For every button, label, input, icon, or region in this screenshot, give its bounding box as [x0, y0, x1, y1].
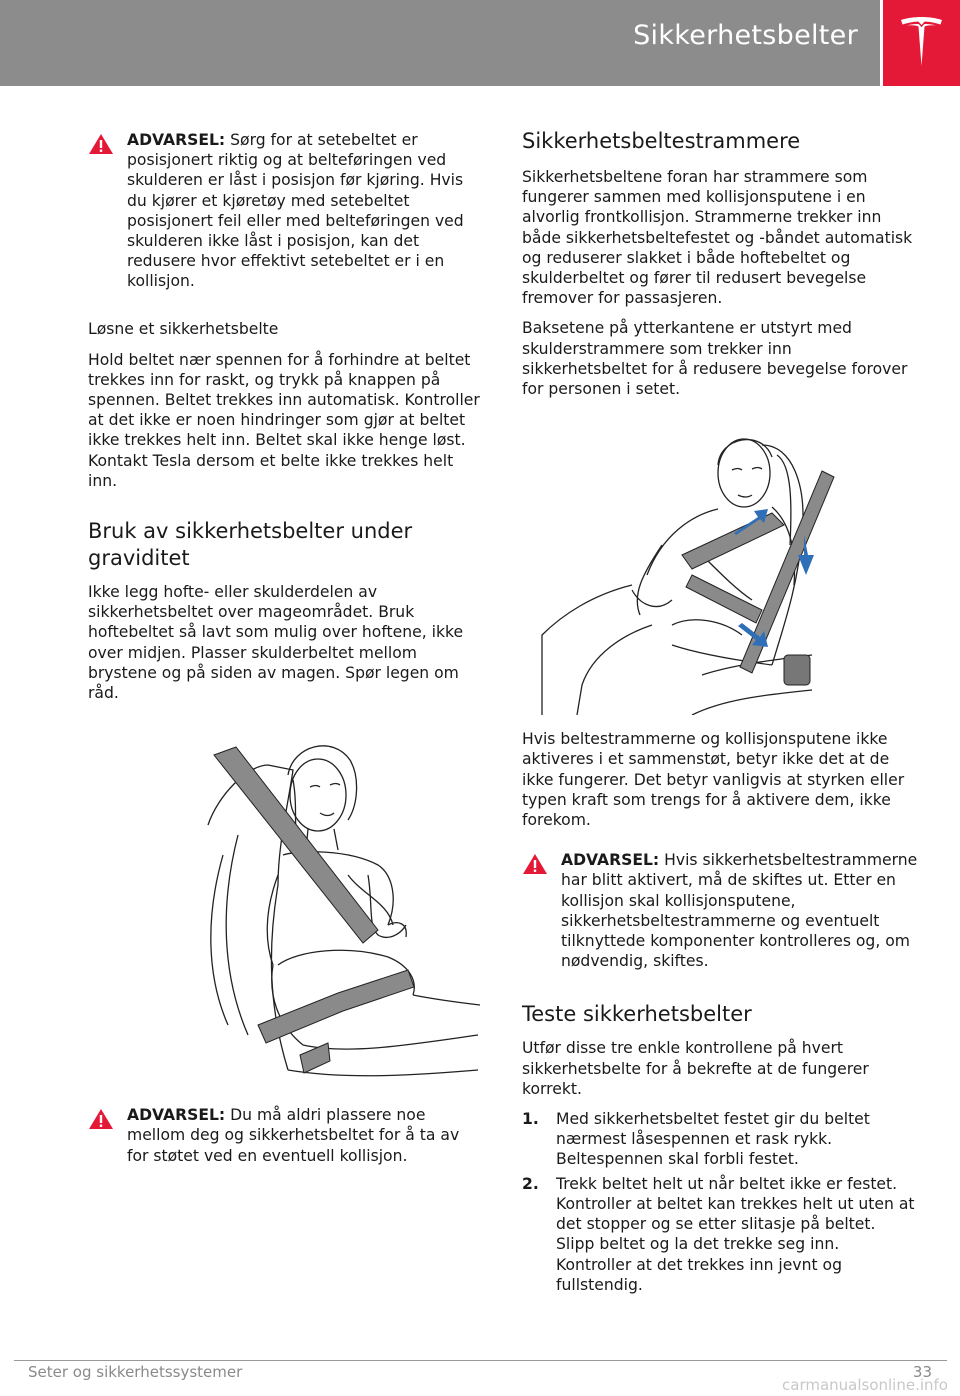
pretensioner-text-3: Hvis beltestrammerne og kollisjonsputene ikke aktiveres i et sammenstøt, betyr ikke det at de ikke fungerer. Det betyr vanligvis at styrken eller typen kraft som trengs for å aktivere dem, ikke forekom.	[522, 730, 905, 830]
warning-label: ADVARSEL:	[127, 1106, 226, 1125]
warning-triangle-icon	[522, 853, 548, 875]
pregnancy-seatbelt-illustration	[88, 725, 480, 1093]
warning-text: Hvis sikkerhetsbeltestrammerne har blitt aktivert, må de skiftes ut. Etter en kollisjon skal kollisjonsputene, sikkerhetsbeltestrammerne og eventuelt tilknyttede komponenter kontrolleres og, om nødvendig, skiftes.	[561, 851, 918, 971]
warning-label: ADVARSEL:	[127, 131, 226, 149]
pretensioner-text-2: Baksetene på ytterkantene er utstyrt med skulderstrammere som trekker inn sikkerhetsbeltet for å redusere bevegelse forover for personen i setet.	[522, 319, 908, 399]
pretensioner-heading: Sikkerhetsbeltestrammere	[522, 129, 801, 153]
tesla-logo	[883, 0, 960, 86]
pretensioner-text-1: Sikkerhetsbeltene foran har strammere som fungerer sammen med kollisjonsputene i en alvorlig frontkollisjon. Strammerne trekker inn både sikkerhetsbeltefestet og -båndet automatisk og reduserer slakket i både hoftebeltet og skulderbeltet og fører til redusert bevegelse fremover for passasjeren.	[522, 168, 913, 308]
test-heading: Teste sikkerhetsbelter	[522, 1002, 752, 1027]
step-number: 1.	[522, 1110, 539, 1129]
list-item	[522, 1174, 918, 1295]
warning-no-objects	[88, 1105, 480, 1166]
tesla-t-icon	[899, 16, 944, 70]
test-intro: Utfør disse tre enkle kontrollene på hvert sikkerhetsbelte for å bekrefte at de fungerer korrekt.	[522, 1039, 869, 1098]
left-column	[88, 130, 480, 1166]
warning-text: Du må aldri plassere noe mellom deg og sikkerhetsbeltet for å ta av for støtet ved en eventuell kollisjon.	[127, 1106, 460, 1165]
page-number: 33	[912, 1363, 932, 1381]
list-item	[522, 1109, 918, 1170]
warning-triangle-icon	[88, 133, 114, 155]
footer-divider	[14, 1360, 947, 1361]
watermark: carmanualsonline.info	[782, 1376, 948, 1394]
warning-text: Sørg for at setebeltet er posisjonert riktig og at belteføringen ved skulderen er låst i posisjon før kjøring. Hvis du kjører et kjøretøy med setebeltet posisjonert feil eller med belteføringen ved skulderen ikke låst i posisjon, kan det redusere hvor effektivt setebeltet er i en kollisjon.	[127, 131, 464, 291]
right-column	[522, 128, 918, 1295]
step-text: Med sikkerhetsbeltet festet gir du beltet nærmest låsespennen et rask rykk. Beltespennen skal forbli festet.	[556, 1110, 870, 1169]
release-text: Hold beltet nær spennen for å forhindre at beltet trekkes inn for raskt, og trykk på knappen på spennen. Beltet trekkes inn automatisk. Kontroller at det ikke er noen hindringer som gjør at beltet ikke trekkes helt inn. Beltet skal ikke henge løst. Kontakt Tesla dersom et belte ikke trekkes helt inn.	[88, 350, 480, 490]
pretensioner-illustration	[522, 425, 918, 715]
release-heading: Løsne et sikkerhetsbelte	[88, 319, 279, 338]
warning-belt-position	[88, 130, 480, 292]
page-title: Sikkerhetsbelter	[633, 20, 858, 51]
warning-label: ADVARSEL:	[561, 851, 660, 870]
pregnancy-heading: Bruk av sikkerhetsbelter under graviditet	[88, 519, 413, 571]
step-text: Trekk beltet helt ut når beltet ikke er festet. Kontroller at beltet kan trekkes helt ut uten at det stopper og se etter slitasje på beltet. Slipp beltet og la det trekke seg inn. Kontroller at det trekkes inn jevnt og fullstendig.	[556, 1174, 915, 1294]
warning-triangle-icon	[88, 1108, 114, 1130]
pregnancy-text: Ikke legg hofte- eller skulderdelen av sikkerhetsbeltet over mageområdet. Bruk hoftebeltet så lavt som mulig over hoftene, ikke over midjen. Plasser skulderbeltet mellom brystene og på siden av magen. Spør legen om råd.	[88, 583, 464, 703]
step-number: 2.	[522, 1174, 539, 1193]
warning-pretensioner-replace	[522, 850, 918, 971]
footer-section: Seter og sikkerhetssystemer	[28, 1363, 243, 1381]
page-header	[0, 0, 880, 86]
test-steps-list	[522, 1109, 918, 1295]
